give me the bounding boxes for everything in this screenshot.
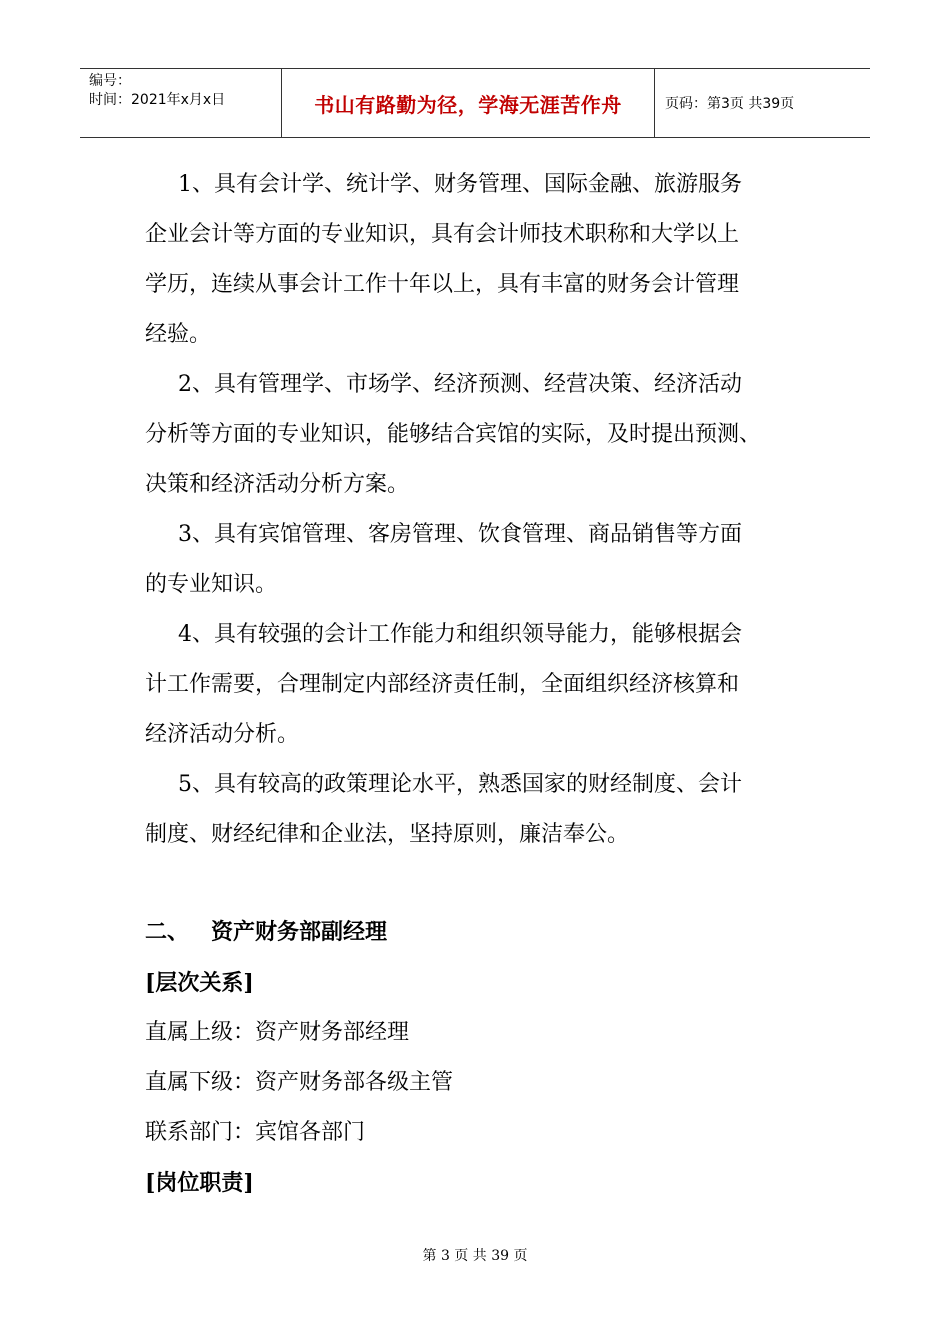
direct-subordinate: 直属下级：资产财务部各级主管 <box>145 1070 454 1095</box>
hierarchy-heading: [层次关系] <box>145 970 254 996</box>
line: 经济活动分析。 <box>145 722 300 747</box>
spacer <box>145 860 825 908</box>
line: 3、具有宾馆管理、客房管理、饮食管理、商品销售等方面 <box>178 522 742 547</box>
direct-superior: 直属上级：资产财务部经理 <box>145 1020 410 1045</box>
header-page-info: 页码：第3页 共39页 <box>665 96 795 112</box>
line: 学历，连续从事会计工作十年以上，具有丰富的财务会计管理 <box>145 272 740 297</box>
header-meta <box>80 69 282 137</box>
line: 计工作需要，合理制定内部经济责任制，全面组织经济核算和 <box>145 672 740 697</box>
line: 5、具有较高的政策理论水平，熟悉国家的财经制度、会计 <box>178 772 742 797</box>
paragraph-4 <box>145 610 825 760</box>
document-date: 时间：2021年x月x日 <box>89 92 226 108</box>
document-number-label: 编号： <box>89 73 131 89</box>
document-body <box>145 160 825 1208</box>
page-header <box>80 68 870 138</box>
line: 经验。 <box>145 322 212 347</box>
line: 的专业知识。 <box>145 572 278 597</box>
contact-departments: 联系部门：宾馆各部门 <box>145 1120 366 1145</box>
section-number: 二、 <box>145 920 190 945</box>
line: 决策和经济活动分析方案。 <box>145 472 410 497</box>
line: 2、具有管理学、市场学、经济预测、经营决策、经济活动 <box>178 372 742 397</box>
duties-heading: [岗位职责] <box>145 1170 254 1196</box>
paragraph-1 <box>145 160 825 360</box>
section-title: 资产财务部副经理 <box>211 920 388 945</box>
line: 企业会计等方面的专业知识，具有会计师技术职称和大学以上 <box>145 222 740 247</box>
page-footer: 第 3 页 共 39 页 <box>422 1248 528 1264</box>
paragraph-2 <box>145 360 825 510</box>
paragraph-3 <box>145 510 825 610</box>
line: 1、具有会计学、统计学、财务管理、国际金融、旅游服务 <box>178 172 742 197</box>
line: 4、具有较强的会计工作能力和组织领导能力，能够根据会 <box>178 622 742 647</box>
header-motto: 书山有路勤为径，学海无涯苦作舟 <box>282 69 655 137</box>
line: 制度、财经纪律和企业法，坚持原则，廉洁奉公。 <box>145 822 630 847</box>
line: 分析等方面的专业知识，能够结合宾馆的实际，及时提出预测、 <box>145 422 762 447</box>
section-heading <box>145 908 825 958</box>
paragraph-5 <box>145 760 825 860</box>
